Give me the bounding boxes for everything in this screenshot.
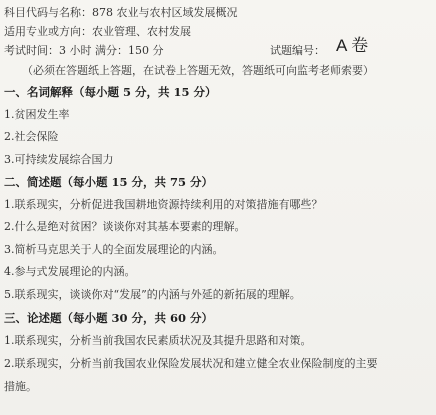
answer-notice: （必须在答题纸上答题，在试卷上答题无效，答题纸可向监考老师索要） — [22, 64, 374, 77]
major-line: 适用专业或方向：农业管理、农村发展 — [4, 25, 191, 38]
question-item: 3.简析马克思关于人的全面发展理论的内涵。 — [4, 243, 224, 256]
question-item: 1.联系现实，分析当前我国农民素质状况及其提升思路和对策。 — [4, 334, 312, 347]
time-score-line: 考试时间：3 小时 满分：150 分 — [4, 44, 164, 57]
question-item: 1.贫困发生率 — [4, 108, 70, 121]
paper-number-label: 试题编号： — [270, 44, 325, 57]
section-title-definitions: 一、名词解释（每小题 5 分，共 15 分） — [4, 85, 217, 99]
question-item-continuation: 措施。 — [4, 380, 37, 393]
question-item: 2.什么是绝对贫困？谈谈你对其基本要素的理解。 — [4, 220, 246, 233]
question-item: 1.联系现实，分析促进我国耕地资源持续利用的对策措施有哪些？ — [4, 198, 323, 211]
paper-number-value: A 卷 — [336, 36, 369, 55]
question-item: 3.可持续发展综合国力 — [4, 153, 114, 166]
question-item: 2.社会保险 — [4, 130, 59, 143]
question-item: 2.联系现实，分析当前我国农业保险发展状况和建立健全农业保险制度的主要 — [4, 357, 378, 370]
subject-line: 科目代码与名称：878 农业与农村区域发展概况 — [4, 6, 238, 19]
section-title-short-answer: 二、简述题（每小题 15 分，共 75 分） — [4, 175, 214, 189]
question-item: 5.联系现实，谈谈你对“发展”的内涵与外延的新拓展的理解。 — [4, 288, 301, 301]
question-item: 4.参与式发展理论的内涵。 — [4, 265, 136, 278]
section-title-essay: 三、论述题（每小题 30 分，共 60 分） — [4, 311, 214, 325]
